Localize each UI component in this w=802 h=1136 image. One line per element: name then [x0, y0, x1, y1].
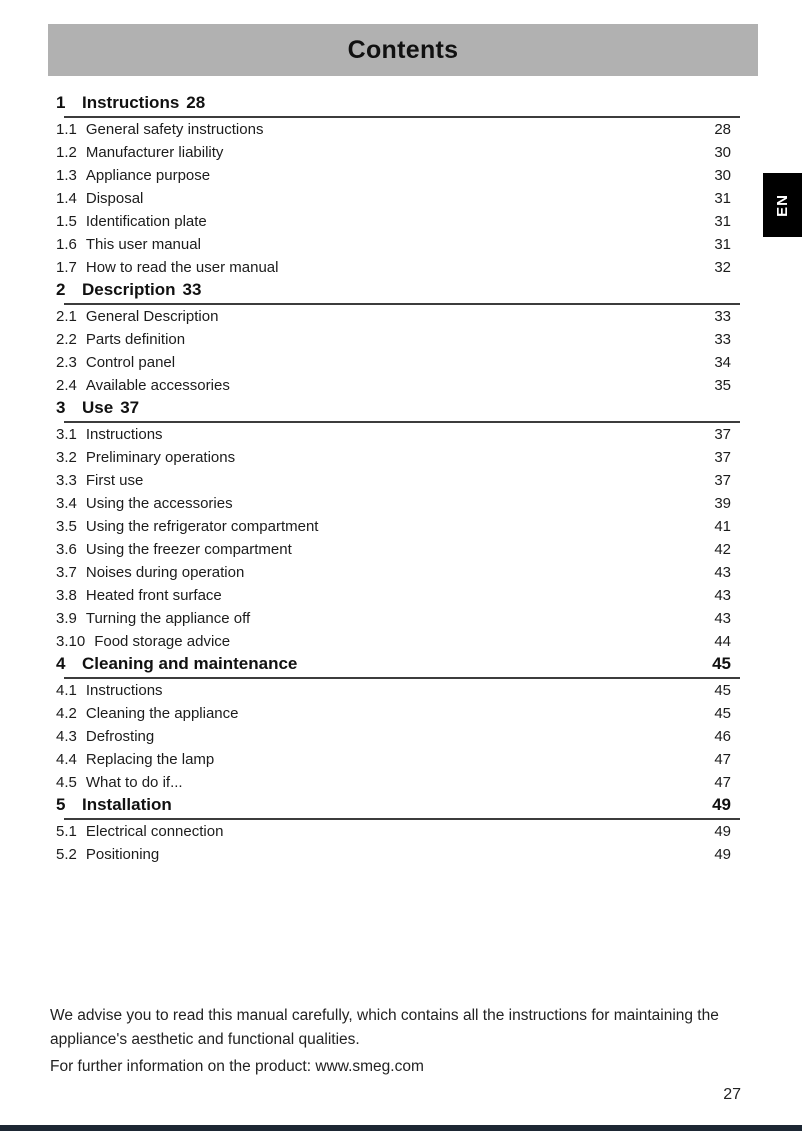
- section-page: 49: [712, 795, 731, 814]
- toc-entry-row: [56, 141, 740, 164]
- entry-number: 1.4: [56, 190, 77, 207]
- entry-title: Defrosting: [85, 728, 155, 745]
- entry-number: 3.2: [56, 449, 77, 466]
- entry-page: 42: [714, 541, 731, 558]
- entry-number: 1.5: [56, 213, 77, 230]
- entry-title: Heated front surface: [85, 587, 222, 604]
- page-title: Contents: [347, 35, 459, 64]
- toc-entry-row: [56, 820, 740, 843]
- entry-page: 47: [714, 751, 731, 768]
- entry-number: 1.2: [56, 144, 77, 161]
- section-page: 28: [186, 93, 206, 112]
- entry-page: 46: [714, 728, 731, 745]
- footer-info-text: For further information on the product: www.smeg.com: [50, 1058, 424, 1075]
- toc-section-heading: [56, 92, 740, 114]
- entry-number: 3.1: [56, 426, 77, 443]
- toc-entry-row: [56, 233, 740, 256]
- toc-entry-row: [56, 584, 740, 607]
- entry-title: Replacing the lamp: [85, 751, 215, 768]
- toc-section: [56, 92, 740, 279]
- toc-entry-row: [56, 561, 740, 584]
- entry-title: Electrical connection: [85, 823, 224, 840]
- entry-title: Disposal: [85, 190, 144, 207]
- bottom-accent-bar: [0, 1125, 802, 1131]
- entry-title: General safety instructions: [85, 121, 264, 138]
- section-title: Use: [82, 398, 114, 417]
- section-page: 37: [120, 398, 140, 417]
- entry-number: 1.6: [56, 236, 77, 253]
- entry-page: 37: [714, 449, 731, 466]
- entry-number: 5.2: [56, 846, 77, 863]
- toc-section-heading: [56, 794, 740, 816]
- entry-title: Positioning: [85, 846, 160, 863]
- toc-entry-row: [56, 679, 740, 702]
- entry-page: 47: [714, 774, 731, 791]
- entry-title: Manufacturer liability: [85, 144, 224, 161]
- entry-page: 43: [714, 564, 731, 581]
- toc-section: [56, 653, 740, 794]
- entry-number: 3.4: [56, 495, 77, 512]
- section-page: 45: [712, 654, 731, 673]
- section-entries: [56, 118, 740, 279]
- entry-page: 30: [714, 167, 731, 184]
- entry-title: Food storage advice: [94, 633, 231, 650]
- entry-page: 28: [714, 121, 731, 138]
- entry-title: This user manual: [85, 236, 201, 253]
- entry-number: 3.5: [56, 518, 77, 535]
- entry-number: 1.3: [56, 167, 77, 184]
- entry-page: 41: [714, 518, 731, 535]
- entry-number: 3.8: [56, 587, 77, 604]
- section-entries: [56, 679, 740, 794]
- entry-number: 3.9: [56, 610, 77, 627]
- toc-section-heading: [56, 279, 740, 301]
- toc-entry-row: [56, 702, 740, 725]
- entry-title: Noises during operation: [85, 564, 245, 581]
- contents-header-bar: [48, 24, 758, 76]
- entry-title: Using the freezer compartment: [85, 541, 292, 558]
- entry-page: 49: [714, 846, 731, 863]
- toc-section: [56, 397, 740, 653]
- section-entries: [56, 423, 740, 653]
- entry-page: 37: [714, 426, 731, 443]
- toc-entry-row: [56, 118, 740, 141]
- language-tab: [763, 173, 802, 237]
- section-number: 3: [56, 398, 66, 417]
- entry-title: Instructions: [85, 682, 163, 699]
- entry-page: 39: [714, 495, 731, 512]
- section-number: 4: [56, 654, 66, 673]
- entry-number: 4.3: [56, 728, 77, 745]
- toc-entry-row: [56, 469, 740, 492]
- entry-page: 32: [714, 259, 731, 276]
- entry-page: 35: [714, 377, 731, 394]
- entry-page: 43: [714, 610, 731, 627]
- entry-title: Cleaning the appliance: [85, 705, 239, 722]
- toc-entry-row: [56, 725, 740, 748]
- entry-title: General Description: [85, 308, 219, 325]
- entry-number: 2.2: [56, 331, 77, 348]
- toc-section-heading: [56, 653, 740, 675]
- entry-number: 3.6: [56, 541, 77, 558]
- toc-entry-row: [56, 515, 740, 538]
- entry-page: 49: [714, 823, 731, 840]
- toc-entry-row: [56, 630, 740, 653]
- toc-entry-row: [56, 256, 740, 279]
- entry-number: 4.4: [56, 751, 77, 768]
- toc: [56, 92, 740, 866]
- entry-title: How to read the user manual: [85, 259, 279, 276]
- entry-number: 3.10: [56, 633, 86, 650]
- entry-number: 2.4: [56, 377, 77, 394]
- entry-number: 1.7: [56, 259, 77, 276]
- toc-entry-row: [56, 210, 740, 233]
- toc-entry-row: [56, 164, 740, 187]
- toc-entry-row: [56, 423, 740, 446]
- entry-title: Turning the appliance off: [85, 610, 251, 627]
- section-title: Description: [82, 280, 176, 299]
- entry-number: 4.1: [56, 682, 77, 699]
- entry-title: Parts definition: [85, 331, 186, 348]
- page-number: 27: [723, 1086, 741, 1103]
- toc-entry-row: [56, 328, 740, 351]
- footer-note: [50, 1004, 726, 1079]
- language-tab-label: EN: [774, 193, 791, 217]
- entry-number: 4.2: [56, 705, 77, 722]
- toc-section-heading: [56, 397, 740, 419]
- toc-entry-row: [56, 305, 740, 328]
- entry-number: 3.7: [56, 564, 77, 581]
- entry-page: 34: [714, 354, 731, 371]
- entry-page: 37: [714, 472, 731, 489]
- section-page: 33: [182, 280, 202, 299]
- toc-entry-row: [56, 771, 740, 794]
- section-entries: [56, 820, 740, 866]
- toc-entry-row: [56, 538, 740, 561]
- entry-title: Appliance purpose: [85, 167, 211, 184]
- entry-page: 31: [714, 236, 731, 253]
- entry-page: 44: [714, 633, 731, 650]
- entry-title: Control panel: [85, 354, 176, 371]
- entry-title: Preliminary operations: [85, 449, 236, 466]
- entry-title: What to do if...: [85, 774, 183, 791]
- entry-page: 43: [714, 587, 731, 604]
- entry-page: 45: [714, 682, 731, 699]
- entry-page: 31: [714, 213, 731, 230]
- entry-title: First use: [85, 472, 144, 489]
- toc-entry-row: [56, 351, 740, 374]
- entry-title: Identification plate: [85, 213, 207, 230]
- entry-number: 2.3: [56, 354, 77, 371]
- toc-entry-row: [56, 748, 740, 771]
- footer-advice-text: We advise you to read this manual carefully, which contains all the instructions for maintaining the appliance's aesthetic and functional qualities.: [50, 1007, 719, 1048]
- entry-page: 33: [714, 331, 731, 348]
- section-title: Installation: [82, 795, 172, 814]
- entry-number: 2.1: [56, 308, 77, 325]
- toc-entry-row: [56, 607, 740, 630]
- entry-number: 4.5: [56, 774, 77, 791]
- toc-section: [56, 794, 740, 866]
- entry-page: 31: [714, 190, 731, 207]
- entry-page: 33: [714, 308, 731, 325]
- entry-title: Instructions: [85, 426, 163, 443]
- toc-section: [56, 279, 740, 397]
- entry-title: Available accessories: [85, 377, 230, 394]
- entry-number: 1.1: [56, 121, 77, 138]
- entry-number: 5.1: [56, 823, 77, 840]
- entry-title: Using the refrigerator compartment: [85, 518, 319, 535]
- toc-entry-row: [56, 446, 740, 469]
- section-number: 5: [56, 795, 66, 814]
- entry-title: Using the accessories: [85, 495, 233, 512]
- entry-number: 3.3: [56, 472, 77, 489]
- section-number: 2: [56, 280, 66, 299]
- toc-entry-row: [56, 187, 740, 210]
- section-title: Cleaning and maintenance: [82, 654, 298, 673]
- toc-entry-row: [56, 843, 740, 866]
- section-entries: [56, 305, 740, 397]
- section-number: 1: [56, 93, 66, 112]
- entry-page: 45: [714, 705, 731, 722]
- section-title: Instructions: [82, 93, 180, 112]
- entry-page: 30: [714, 144, 731, 161]
- toc-entry-row: [56, 492, 740, 515]
- toc-entry-row: [56, 374, 740, 397]
